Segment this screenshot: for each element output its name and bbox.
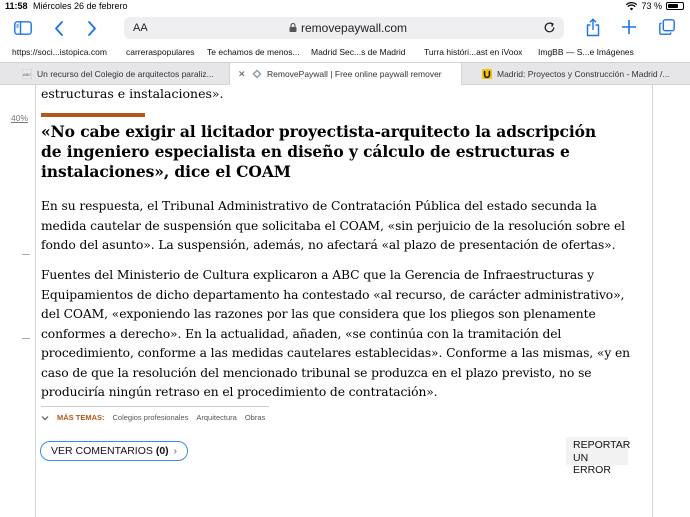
status-bar: [0, 0, 690, 13]
battery-icon: [666, 2, 684, 10]
previous-text-line: estructuras e instalaciones».: [41, 86, 224, 101]
bookmark-item[interactable]: Madrid Sec...s de Madrid: [311, 47, 406, 57]
chevron-down-icon[interactable]: [41, 415, 49, 421]
url-host: removepaywall.com: [301, 21, 408, 35]
more-topics-label: MÁS TEMAS:: [57, 413, 105, 422]
margin-dash: [22, 254, 30, 255]
page-content: [0, 85, 690, 517]
abc-favicon-icon: [22, 69, 32, 79]
tab-colegio-arquitectos[interactable]: [0, 63, 230, 85]
status-right: [626, 1, 684, 11]
topic-tag[interactable]: Arquitectura: [196, 413, 237, 422]
right-rule: [652, 85, 653, 517]
bookmark-item[interactable]: Te echamos de menos...: [207, 47, 300, 57]
tab-removepaywall[interactable]: [230, 63, 462, 85]
urbanity-favicon-icon: [482, 69, 492, 79]
article-paragraph: En su respuesta, el Tribunal Administrativo de Contratación Pública del estado secunda la medida cautelar de suspensión que solicitaba el COAM, «sin perjuicio de la resolución sobre el fondo del asunto». La suspensión, además, no afectará «al plazo de presentación de ofertas».: [41, 199, 625, 252]
zoom-percent[interactable]: 40%: [11, 113, 29, 123]
back-icon[interactable]: [54, 21, 64, 36]
more-topics: [41, 413, 265, 422]
status-date: Miércoles 26 de febrero: [33, 1, 128, 11]
wifi-icon: [626, 2, 637, 11]
battery-fill: [668, 4, 678, 8]
view-comments-button[interactable]: [40, 441, 188, 461]
bookmark-item[interactable]: Turra históri...ast en iVoox: [424, 47, 523, 57]
address-bar[interactable]: [124, 17, 564, 39]
comments-label: VER COMENTARIOS: [51, 445, 153, 457]
article-paragraph: Fuentes del Ministerio de Cultura explicaron a ABC que la Gerencia de Infraestructuras y Equipamientos de dicho departamento ha contestado «al recurso, de carácter administrativo», del COAM, «exponiendo las razones por las que considera que los pliegos son plenamente conformes a derecho». En la actualidad, añaden, «se continúa con la tramitación del procedimiento, conforme a las medidas cautelares establecidas». Conforme a las mismas, «y en caso de que la resolución del mencionado tribunal se produzca en el plazo previsto, no se produciría ningún retraso en el procedimiento de contratación».: [41, 268, 631, 399]
article-subheading: «No cabe exigir al licitador proyectista-arquitecto la adscripción de ingeniero especialista en diseño y cálculo de estructuras e instalaciones», dice el COAM: [41, 122, 597, 181]
left-rule: [35, 85, 36, 517]
tab-title: RemovePaywall | Free online paywall remover: [267, 69, 442, 79]
removepaywall-favicon-icon: [252, 69, 262, 79]
text-size-button[interactable]: AA: [133, 22, 148, 34]
topic-tag[interactable]: Colegios profesionales: [112, 413, 189, 422]
forward-icon[interactable]: [87, 21, 97, 36]
share-icon[interactable]: [586, 18, 600, 37]
bookmark-item[interactable]: https://soci...istopica.com: [12, 47, 107, 57]
tags-divider: [41, 406, 269, 407]
margin-dash: [22, 338, 30, 339]
report-error-button[interactable]: [566, 437, 631, 476]
comments-count: (0): [155, 445, 169, 457]
tab-bar: [0, 62, 690, 85]
reload-icon[interactable]: [543, 21, 556, 34]
status-time: 11:58: [5, 1, 28, 11]
tab-title: Madrid: Proyectos y Construcción - Madrid /...: [497, 69, 670, 79]
sidebar-icon[interactable]: [14, 21, 32, 35]
chevron-right-icon: ›: [173, 445, 177, 457]
new-tab-icon[interactable]: [622, 20, 636, 34]
battery-percent: 73 %: [641, 1, 662, 11]
bookmark-item[interactable]: carreraspopulares: [126, 47, 195, 57]
tab-title: Un recurso del Colegio de arquitectos paraliz...: [37, 69, 214, 79]
report-label-line: REPORTAR: [573, 439, 631, 451]
topic-tag[interactable]: Obras: [244, 413, 266, 422]
svg-text:ABC: ABC: [22, 71, 32, 77]
bookmark-item[interactable]: ImgBB — S...e Imágenes: [538, 47, 634, 57]
section-accent-rule: [41, 113, 145, 117]
tab-madrid-proyectos[interactable]: [462, 63, 690, 85]
close-tab-icon[interactable]: ✕: [238, 69, 246, 79]
report-label-line: UN ERROR: [573, 451, 611, 476]
bookmarks-bar: [0, 43, 690, 61]
lock-icon: [289, 23, 297, 32]
tabs-overview-icon[interactable]: [659, 19, 675, 35]
browser-toolbar: [0, 13, 690, 43]
